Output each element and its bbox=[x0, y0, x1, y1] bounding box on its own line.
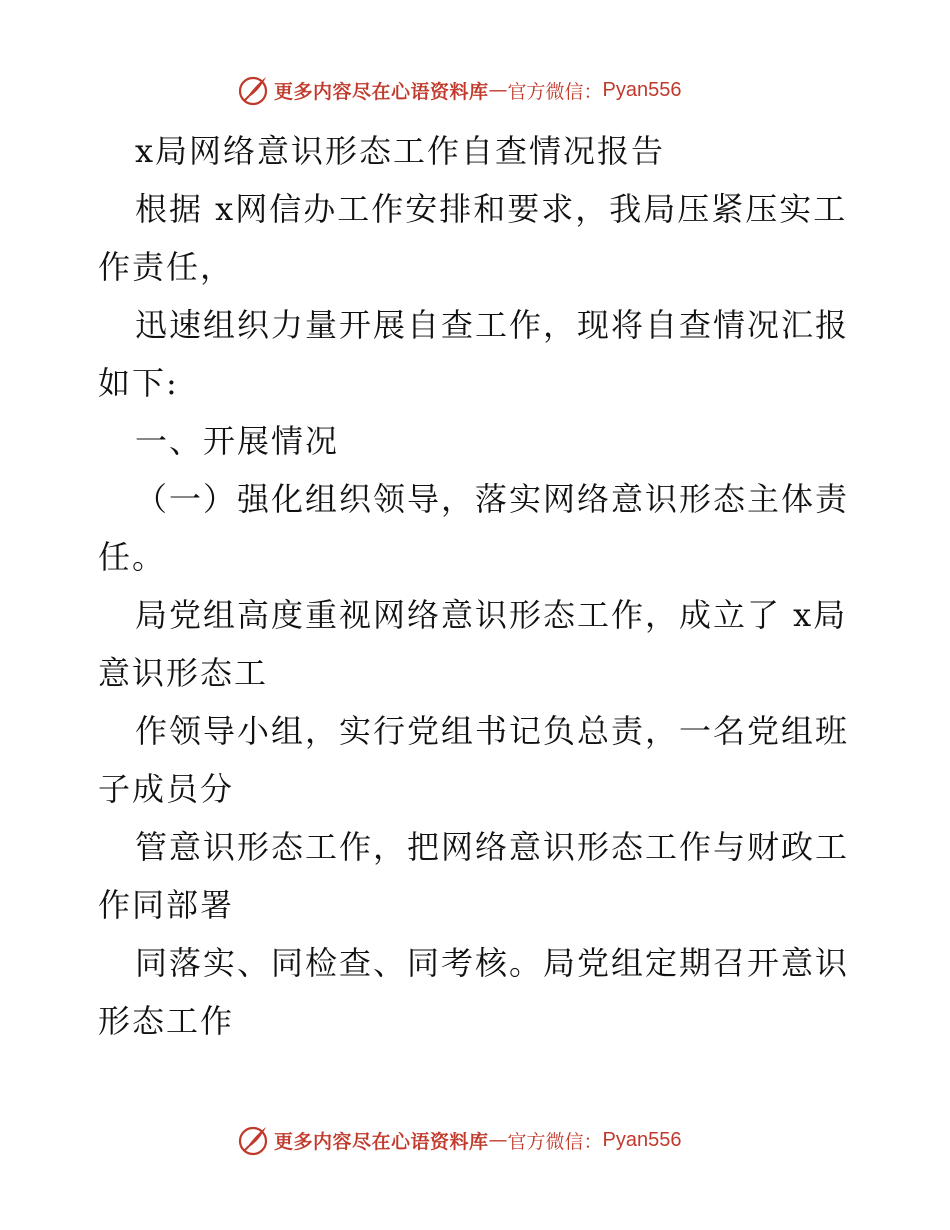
paragraph: 管意识形态工作，把网络意识形态工作与财政工作同部署 bbox=[98, 828, 850, 924]
document-body bbox=[98, 122, 868, 1050]
watermark-separator: — bbox=[488, 1129, 508, 1151]
paragraph: 迅速组织力量开展自查工作，现将自查情况汇报如下: bbox=[98, 306, 850, 402]
footer-watermark-banner bbox=[236, 1122, 682, 1158]
watermark-wechat-label: 官方微信： bbox=[507, 1130, 603, 1153]
watermark-text: 更多内容尽在心语资料库 bbox=[274, 1130, 489, 1153]
watermark-wechat-id: Pyan556 bbox=[602, 1128, 682, 1151]
paragraph: 同落实、同检查、同考核。局党组定期召开意识形态工作 bbox=[98, 944, 850, 1040]
feather-pen-logo-icon bbox=[236, 1123, 270, 1157]
paragraph: 根据 x网信办工作安排和要求，我局压紧压实工作责任， bbox=[98, 190, 848, 286]
watermark-wechat-id: Pyan556 bbox=[602, 78, 682, 101]
header-watermark-banner bbox=[236, 72, 682, 108]
watermark-wechat-label: 官方微信： bbox=[507, 80, 603, 103]
document-title: x局网络意识形态工作自查情况报告 bbox=[135, 132, 666, 170]
watermark-text: 更多内容尽在心语资料库 bbox=[274, 80, 489, 103]
subsection-heading: （一）强化组织领导，落实网络意识形态主体责任。 bbox=[98, 480, 850, 576]
section-heading: 一、开展情况 bbox=[135, 422, 340, 460]
paragraph: 局党组高度重视网络意识形态工作，成立了 x局意识形态工 bbox=[98, 596, 848, 692]
paragraph: 作领导小组，实行党组书记负总责，一名党组班子成员分 bbox=[98, 712, 850, 808]
feather-pen-logo-icon bbox=[236, 73, 270, 107]
watermark-separator: — bbox=[488, 79, 508, 101]
